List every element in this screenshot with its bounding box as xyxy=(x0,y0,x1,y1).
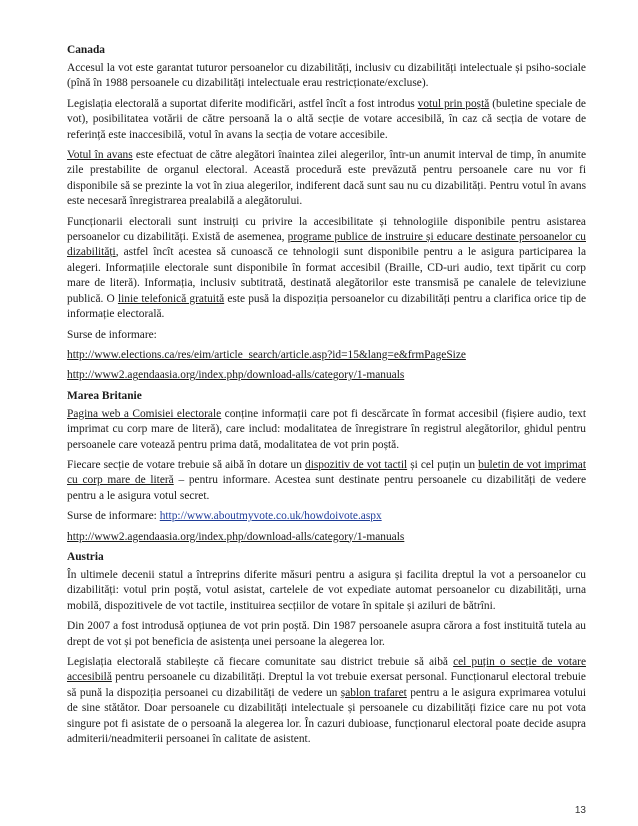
paragraph: Din 2007 a fost introdusă opțiunea de vot prin poștă. Din 1987 persoanele asupra cărora a fost instituită tutela au drept de vot și pot beneficia de asistența unei persoane la alegerea lor. xyxy=(67,620,586,648)
underlined-term: buletin de vot imprimat cu corp mare de literă xyxy=(67,458,586,487)
underlined-term: șablon trafaret xyxy=(340,686,407,699)
paragraph: Legislația electorală a suportat diferite modificări, astfel încît a fost introdus votul prin poștă (buletine speciale de vot), posibilitatea votării de către persoană la o altă secție de votare accesibilă, în caz că secția de votare de referință este inaccesibilă, votul în avans la secția de votare accesibile. xyxy=(67,97,586,141)
sources-label: Surse de informare: xyxy=(67,328,157,341)
paragraph: În ultimele decenii statul a întreprins diferite măsuri pentru a asigura și facilita dreptul la vot a persoanelor cu dizabilități: votul prin poștă, votul asistat, cartelele de vot expediate automat persoanelor cu dizabilități, urna mobilă, dispozitivele de vot tactile, instituirea secțiilor de votare în spitale și aziluri de bătrîni. xyxy=(67,568,586,612)
source-link[interactable]: http://www2.agendaasia.org/index.php/download-alls/category/1-manuals xyxy=(67,530,405,543)
underlined-term: dispozitiv de vot tactil xyxy=(305,458,408,471)
source-link-paragraph xyxy=(67,368,586,383)
source-link-paragraph xyxy=(67,530,586,545)
underlined-term: programe publice de instruire și educare destinate persoanelor cu dizabilități xyxy=(67,231,586,259)
source-link[interactable]: http://www.elections.ca/res/eim/article_search/article.asp?id=15&lang=e&frmPageSize xyxy=(67,348,466,361)
paragraph: Funcționarii electorali sunt instruiți cu privire la accesibilitate și tehnologiile disponibile pentru asistarea persoanelor cu dizabilități. Există de asemenea, programe publice de instruire și educare destinate persoanelor cu dizabilități, astfel încît acestea să cunoască ce tehnologii sunt disponibile pentru a le asigura participarea la alegeri. Informațiile electorale sunt disponibile în format accesibil (Braille, CD-uri audio, text tipărit cu corp mare de literă). Informația, inclusiv subtitrată, destinată alegătorilor este transmisă pe canalele de televiziune publică. O linie telefonică gratuită este pusă la dispoziția persoanelor cu dizabilități pentru a clarifica orice tip de informație electorală. xyxy=(67,215,586,321)
heading-austria: Austria xyxy=(67,550,104,563)
underlined-term: Pagina web a Comisiei electorale xyxy=(67,407,222,420)
paragraph: Legislația electorală stabilește că fiecare comunitate sau district trebuie să aibă cel puțin o secție de votare accesibilă pentru persoanele cu dizabilități. Dreptul la vot trebuie exersat personal. Funcționarul electoral trebuie să pună la dispoziția persoanei cu dizabilități de vedere un șablon trafaret pentru a le asigura exprimarea votului de sine stătător. Doar persoanele cu dizabilități intelectuale și persoanele cu dizabilități fizice care nu pot vota singure pot fi asistate de o persoană la alegerea lor. În cazuri dubioase, funcționarul electoral poate decide asupra admiterii/neadmiterii persoanei în calitate de asistent. xyxy=(67,656,587,746)
paragraph: Votul în avans este efectuat de către alegători înaintea zilei alegerilor, într-un anumit interval de timp, în anumite zile prestabilite de organul electoral. Această procedură este prevăzută pentru persoanele care nu vor fi disponibile să se prezinte la vot în ziua alegerilor, indiferent dacă sunt sau nu cu dizabilități. Pentru votul în avans este necesară înregistrarea prealabilă a alegătorului. xyxy=(67,149,587,208)
underlined-term: votul prin poștă xyxy=(417,97,490,110)
heading-marea-britanie: Marea Britanie xyxy=(67,389,142,402)
source-link[interactable]: http://www.aboutmyvote.co.uk/howdoivote.aspx xyxy=(159,510,382,523)
paragraph: Accesul la vot este garantat tuturor persoanelor cu dizabilități, inclusiv cu dizabilități intelectuale și psiho-sociale (pînă în 1988 persoanele cu dizabilități intelectuale erau restricționate/excluse). xyxy=(67,62,586,90)
sources-paragraph: Surse de informare: http://www.aboutmyvote.co.uk/howdoivote.aspx xyxy=(67,510,382,523)
page-number: 13 xyxy=(574,805,586,816)
paragraph: Fiecare secție de votare trebuie să aibă în dotare un dispozitiv de vot tactil și cel puțin un buletin de vot imprimat cu corp mare de literă – pentru informare. Acestea sunt destinate pentru persoanele cu dizabilități de vedere pentru a le asigura votul secret. xyxy=(67,458,586,502)
page-content xyxy=(67,43,586,747)
paragraph: Pagina web a Comisiei electorale conține informații care pot fi descărcate în format accesibil (fișiere audio, text imprimat cu corp mare de literă), care includ: modalitatea de înregistrare în registrul alegătorilor, ghidul pentru persoanele care votează pentru prima dată, modalitatea de vot prin poștă. xyxy=(67,407,587,451)
source-link[interactable]: http://www2.agendaasia.org/index.php/download-alls/category/1-manuals xyxy=(67,369,405,382)
heading-canada: Canada xyxy=(67,44,105,56)
source-link-paragraph xyxy=(67,348,586,363)
underlined-term: Votul în avans xyxy=(67,149,133,162)
underlined-term: linie telefonică gratuită xyxy=(117,292,225,305)
underlined-term: cel puțin o secție de votare accesibilă xyxy=(67,656,586,684)
